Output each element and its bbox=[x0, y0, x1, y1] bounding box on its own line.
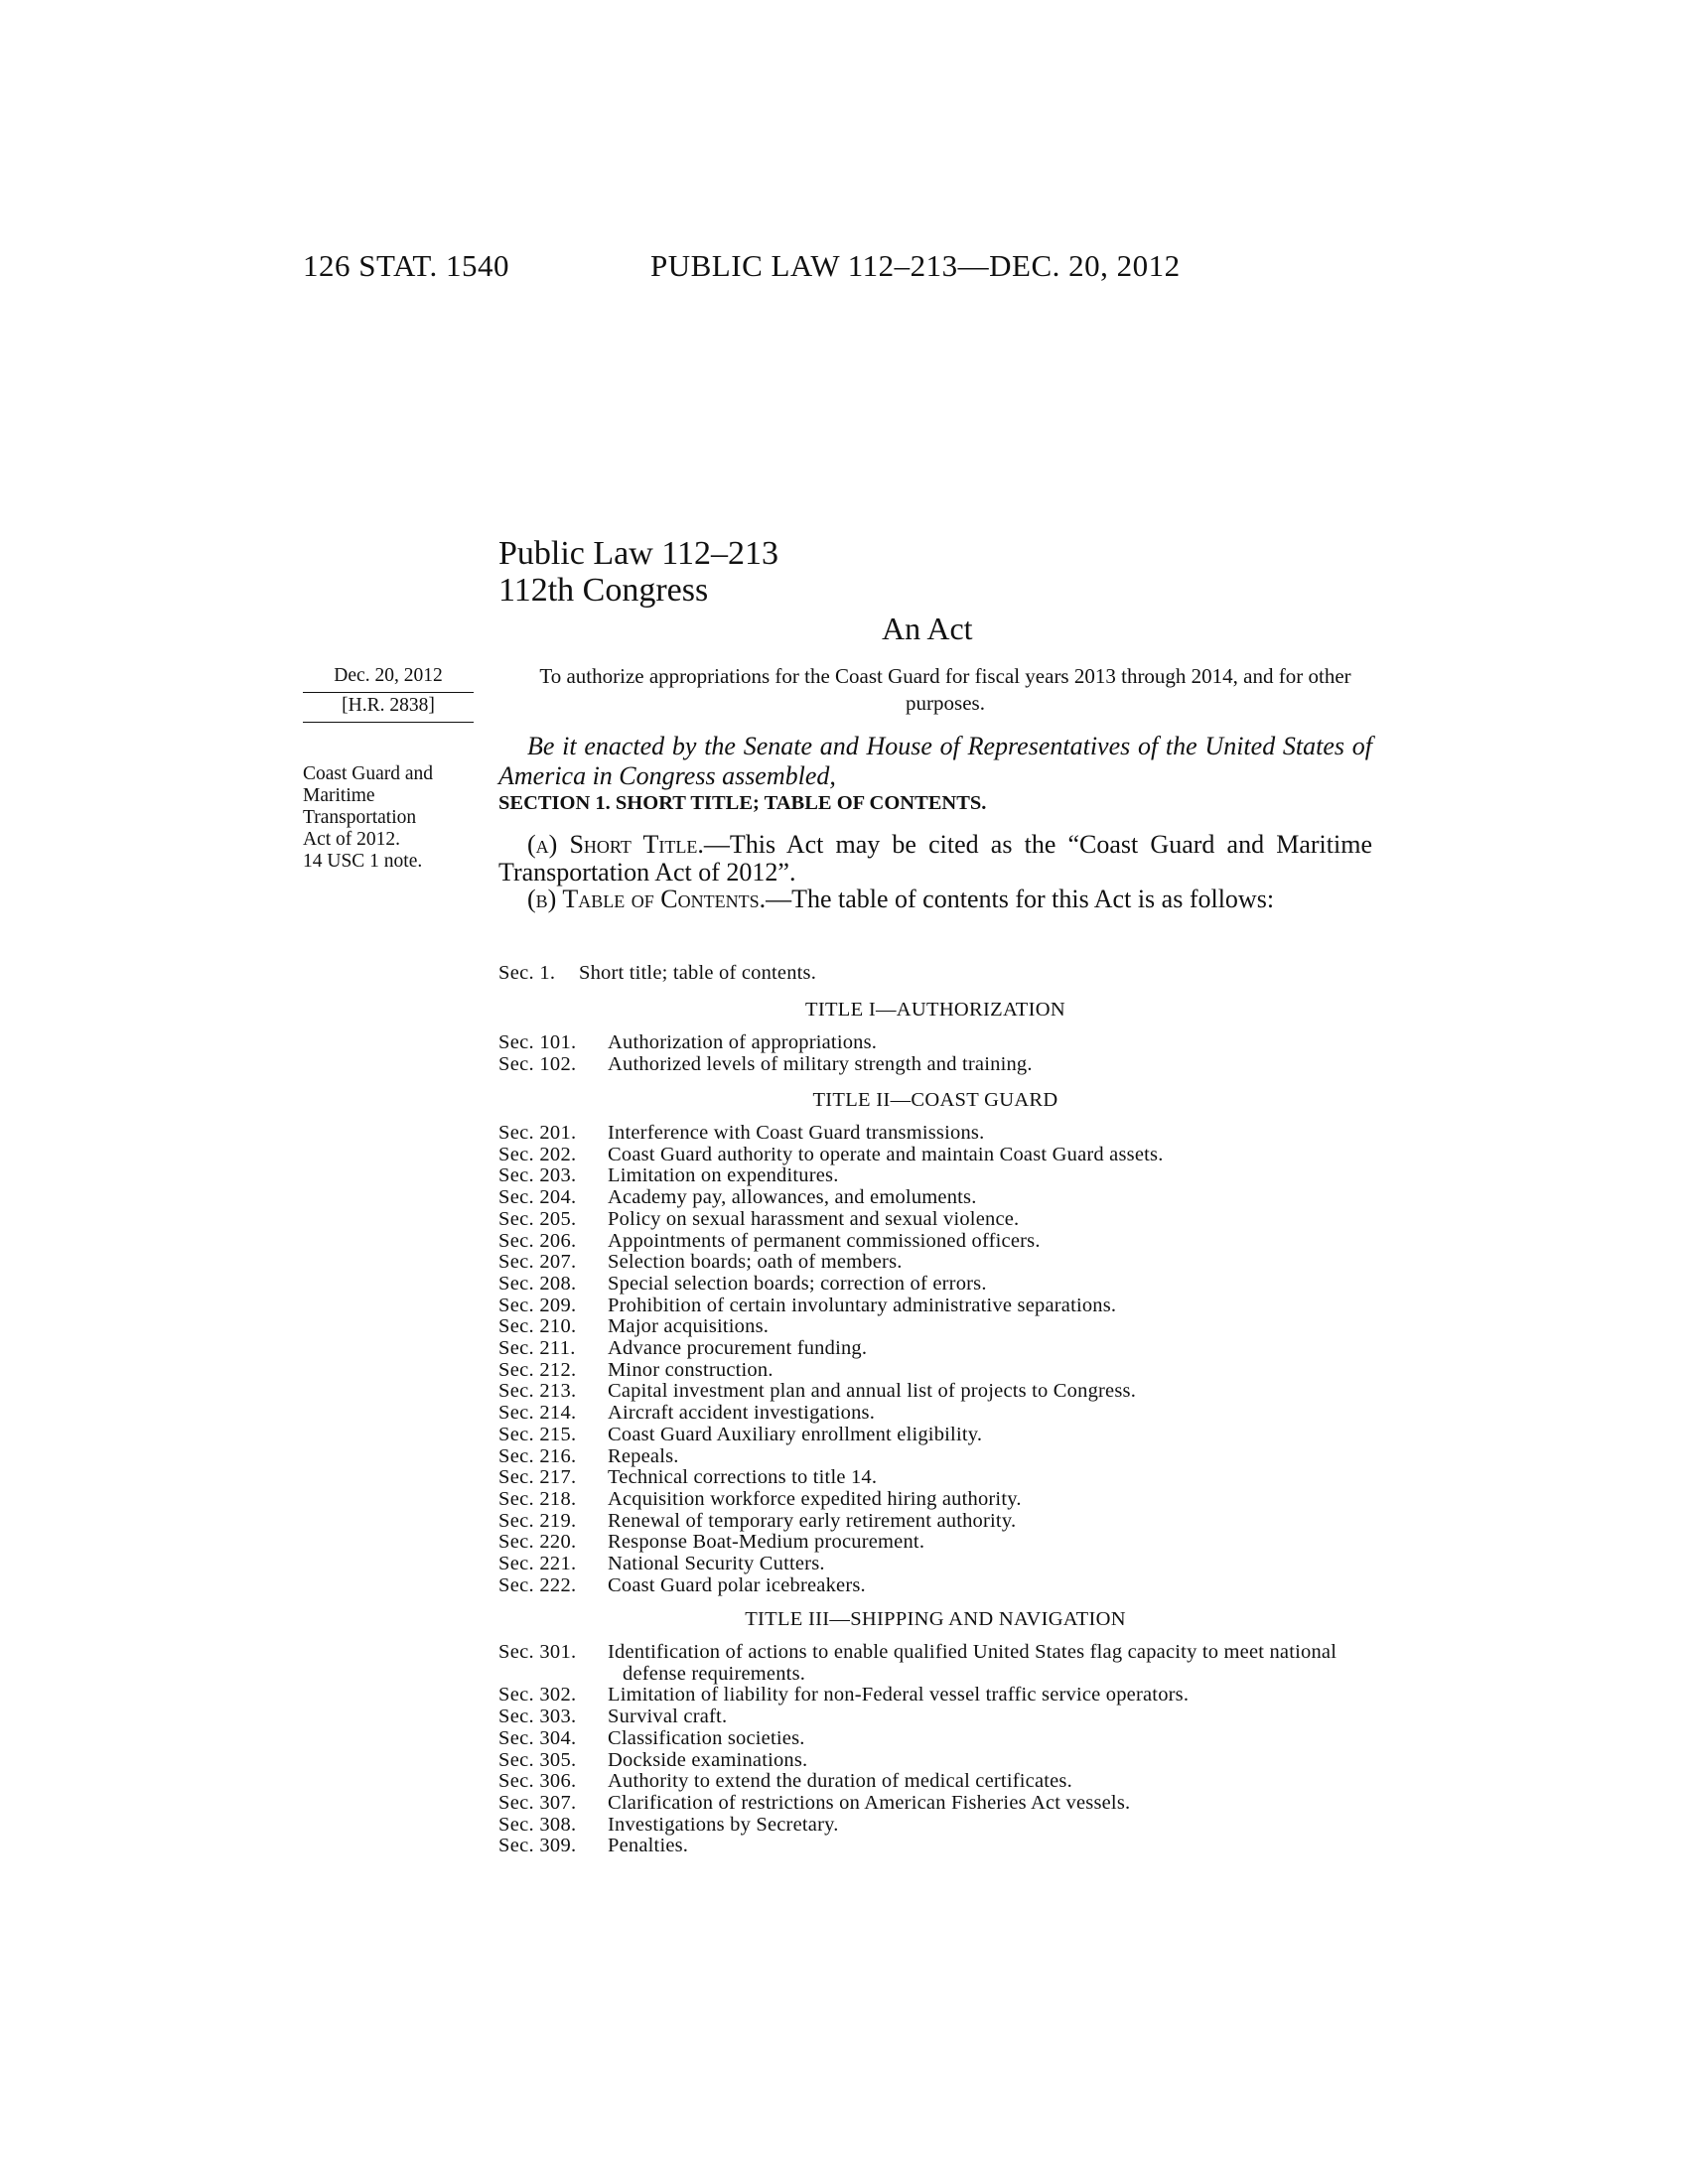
toc-section-number: Sec. 201. bbox=[498, 1122, 577, 1144]
toc-section-title: Limitation of liability for non-Federal vessel traffic service operators. bbox=[608, 1684, 1190, 1706]
toc-section-number: Sec. 209. bbox=[498, 1294, 577, 1316]
margin-date: Dec. 20, 2012 bbox=[334, 665, 443, 686]
toc-section-number: Sec. 213. bbox=[498, 1380, 577, 1403]
short-title-label: (a) Short Title. bbox=[527, 830, 704, 859]
toc-title-2-list bbox=[498, 1123, 1164, 1596]
toc-title-heading: TITLE I—AUTHORIZATION bbox=[805, 999, 1065, 1021]
toc-intro-text: —The table of contents for this Act is as follows: bbox=[766, 885, 1275, 913]
margin-short-title-note bbox=[303, 763, 433, 873]
toc-section-number: Sec. 205. bbox=[498, 1207, 577, 1230]
toc-section-number: Sec. 301. bbox=[498, 1641, 577, 1663]
toc-entry bbox=[498, 1403, 1164, 1425]
toc-section-number: Sec. 221. bbox=[498, 1553, 577, 1575]
margin-rule-bottom bbox=[303, 722, 474, 723]
margin-note-line: Act of 2012. bbox=[303, 829, 401, 850]
toc-section-title: Acquisition workforce expedited hiring authority. bbox=[608, 1487, 1022, 1510]
toc-section-title: Major acquisitions. bbox=[608, 1315, 770, 1338]
toc-section-title: Appointments of permanent commissioned officers. bbox=[608, 1229, 1041, 1252]
toc-entry bbox=[498, 1296, 1164, 1317]
toc-section-number: Sec. 207. bbox=[498, 1251, 577, 1274]
toc-entry bbox=[498, 1532, 1164, 1554]
toc-section-title: Investigations by Secretary. bbox=[608, 1813, 839, 1836]
act-label: An Act bbox=[882, 611, 973, 646]
toc-intro-paragraph bbox=[498, 886, 1372, 913]
toc-section-number: Sec. 102. bbox=[498, 1052, 577, 1075]
act-purpose: To authorize appropriations for the Coast Guard for fiscal years 2013 through 2014, and for other purposes. bbox=[539, 664, 1351, 715]
toc-section-title: Dockside examinations. bbox=[608, 1748, 808, 1771]
toc-section-number: Sec. 306. bbox=[498, 1770, 577, 1793]
toc-section-title: Advance procurement funding. bbox=[608, 1337, 868, 1360]
toc-title-3-list bbox=[498, 1642, 1377, 1857]
toc-entry bbox=[498, 1054, 1033, 1076]
toc-entry bbox=[498, 1425, 1164, 1446]
toc-section-title-text: Identification of actions to enable qualified United States flag capacity to meet national defense requirements. bbox=[608, 1641, 1337, 1685]
toc-entry bbox=[498, 1209, 1164, 1231]
toc-label: (b) Table of Contents. bbox=[527, 885, 767, 913]
toc-section-number: Sec. 210. bbox=[498, 1315, 577, 1338]
toc-section-title: Aircraft accident investigations. bbox=[608, 1402, 876, 1425]
toc-entry bbox=[498, 1489, 1164, 1511]
toc-section-title: Response Boat-Medium procurement. bbox=[608, 1531, 925, 1554]
margin-note-line: Transportation bbox=[303, 807, 417, 828]
toc-entry bbox=[498, 1165, 1164, 1187]
toc-section-title: Short title; table of contents. bbox=[579, 962, 817, 984]
toc-entry bbox=[498, 1575, 1164, 1597]
toc-section-title: Selection boards; oath of members. bbox=[608, 1251, 903, 1274]
toc-entry bbox=[498, 1145, 1164, 1166]
toc-section-title bbox=[608, 1642, 1377, 1685]
toc-section-title: Penalties. bbox=[608, 1835, 689, 1857]
toc-section-number: Sec. 302. bbox=[498, 1684, 577, 1706]
toc-entry bbox=[498, 1467, 1164, 1489]
public-law-number: Public Law 112–213 bbox=[498, 535, 779, 572]
toc-section-title: Minor construction. bbox=[608, 1358, 774, 1381]
toc-section-number: Sec. 211. bbox=[498, 1337, 576, 1360]
toc-section-title: Classification societies. bbox=[608, 1726, 805, 1749]
enacting-clause: Be it enacted by the Senate and House of Representatives of the United States of America in Congress assembled, bbox=[498, 732, 1372, 790]
toc-title-1-list bbox=[498, 1032, 1033, 1075]
section-1-heading: SECTION 1. SHORT TITLE; TABLE OF CONTENTS. bbox=[498, 792, 987, 814]
toc-entry bbox=[498, 1231, 1164, 1253]
toc-section-title: Renewal of temporary early retirement authority. bbox=[608, 1509, 1017, 1532]
toc-section-number: Sec. 308. bbox=[498, 1813, 577, 1836]
toc-section-title: Coast Guard Auxiliary enrollment eligibility. bbox=[608, 1423, 983, 1445]
toc-entry bbox=[498, 1381, 1164, 1403]
toc-entry bbox=[498, 1032, 1033, 1054]
toc-section-title: Survival craft. bbox=[608, 1706, 728, 1728]
toc-entry bbox=[498, 1642, 1377, 1685]
toc-section-number: Sec. 220. bbox=[498, 1531, 577, 1554]
toc-entry bbox=[498, 1316, 1164, 1338]
toc-section-title: Policy on sexual harassment and sexual violence. bbox=[608, 1207, 1020, 1230]
toc-section-title: Technical corrections to title 14. bbox=[608, 1466, 878, 1489]
toc-section-number: Sec. 214. bbox=[498, 1402, 577, 1425]
short-title-paragraph bbox=[498, 831, 1372, 887]
toc-section-title: Coast Guard authority to operate and maintain Coast Guard assets. bbox=[608, 1143, 1164, 1165]
margin-note-line: Coast Guard and bbox=[303, 763, 434, 784]
toc-title-heading: TITLE II—COAST GUARD bbox=[812, 1089, 1058, 1111]
toc-section-number: Sec. 307. bbox=[498, 1791, 577, 1814]
toc-entry bbox=[498, 1252, 1164, 1274]
toc-section-title: Academy pay, allowances, and emoluments. bbox=[608, 1186, 977, 1209]
toc-section-number: Sec. 215. bbox=[498, 1423, 577, 1445]
toc-section-number: Sec. 212. bbox=[498, 1358, 577, 1381]
toc-entry bbox=[498, 1446, 1164, 1468]
stat-page-number: 126 STAT. 1540 bbox=[303, 248, 510, 283]
toc-entry bbox=[498, 1554, 1164, 1575]
toc-section-title: Capital investment plan and annual list of projects to Congress. bbox=[608, 1380, 1137, 1403]
toc-section-title: Interference with Coast Guard transmissions. bbox=[608, 1122, 985, 1144]
toc-entry bbox=[498, 1836, 1377, 1857]
toc-section-title: Authorization of appropriations. bbox=[608, 1031, 878, 1053]
short-title-text: —This Act may be cited as the “Coast Guard and Maritime Transportation Act of 2012”. bbox=[498, 830, 1372, 887]
toc-section-number: Sec. 202. bbox=[498, 1143, 577, 1165]
running-head: PUBLIC LAW 112–213—DEC. 20, 2012 bbox=[650, 248, 1181, 283]
toc-section-number: Sec. 206. bbox=[498, 1229, 577, 1252]
toc-section-title: Limitation on expenditures. bbox=[608, 1164, 839, 1187]
toc-section-number: Sec. 216. bbox=[498, 1444, 577, 1467]
toc-entry bbox=[498, 1771, 1377, 1793]
toc-section-number: Sec. 208. bbox=[498, 1272, 577, 1295]
margin-rule-top bbox=[303, 692, 474, 693]
margin-bill-number: [H.R. 2838] bbox=[342, 695, 435, 716]
toc-entry bbox=[498, 1274, 1164, 1296]
toc-entry bbox=[498, 1750, 1377, 1772]
toc-section-title: Special selection boards; correction of errors. bbox=[608, 1272, 987, 1295]
toc-section-title: National Security Cutters. bbox=[608, 1553, 825, 1575]
toc-section-number: Sec. 204. bbox=[498, 1186, 577, 1209]
toc-section-number: Sec. 304. bbox=[498, 1726, 577, 1749]
margin-note-line: Maritime bbox=[303, 785, 375, 806]
toc-section-number: Sec. 203. bbox=[498, 1164, 577, 1187]
toc-section-title: Authorized levels of military strength and training. bbox=[608, 1052, 1033, 1075]
toc-entry bbox=[498, 1123, 1164, 1145]
toc-section-number: Sec. 101. bbox=[498, 1031, 577, 1053]
toc-entry bbox=[498, 1360, 1164, 1382]
toc-entry bbox=[498, 963, 816, 985]
toc-section-number: Sec. 217. bbox=[498, 1466, 577, 1489]
toc-section-number: Sec. 303. bbox=[498, 1706, 577, 1728]
toc-section-title: Authority to extend the duration of medical certificates. bbox=[608, 1770, 1072, 1793]
toc-section-number: Sec. 305. bbox=[498, 1748, 577, 1771]
toc-entry bbox=[498, 1685, 1377, 1706]
toc-section-title: Clarification of restrictions on American Fisheries Act vessels. bbox=[608, 1791, 1131, 1814]
toc-section-number: Sec. 1. bbox=[498, 962, 556, 984]
toc-entry bbox=[498, 1706, 1377, 1728]
toc-entry bbox=[498, 1815, 1377, 1837]
toc-section-title: Coast Guard polar icebreakers. bbox=[608, 1573, 866, 1596]
toc-entry bbox=[498, 1187, 1164, 1209]
toc-section-number: Sec. 309. bbox=[498, 1835, 577, 1857]
congress-number: 112th Congress bbox=[498, 572, 709, 609]
toc-section-number: Sec. 219. bbox=[498, 1509, 577, 1532]
toc-section-title: Repeals. bbox=[608, 1444, 679, 1467]
toc-section-number: Sec. 222. bbox=[498, 1573, 577, 1596]
toc-entry bbox=[498, 1511, 1164, 1533]
margin-note-line: 14 USC 1 note. bbox=[303, 851, 423, 872]
toc-section-number: Sec. 218. bbox=[498, 1487, 577, 1510]
toc-entry bbox=[498, 1728, 1377, 1750]
toc-entry bbox=[498, 1793, 1377, 1815]
toc-section-title: Prohibition of certain involuntary administrative separations. bbox=[608, 1294, 1117, 1316]
toc-title-heading: TITLE III—SHIPPING AND NAVIGATION bbox=[745, 1608, 1126, 1630]
toc-entry bbox=[498, 1338, 1164, 1360]
